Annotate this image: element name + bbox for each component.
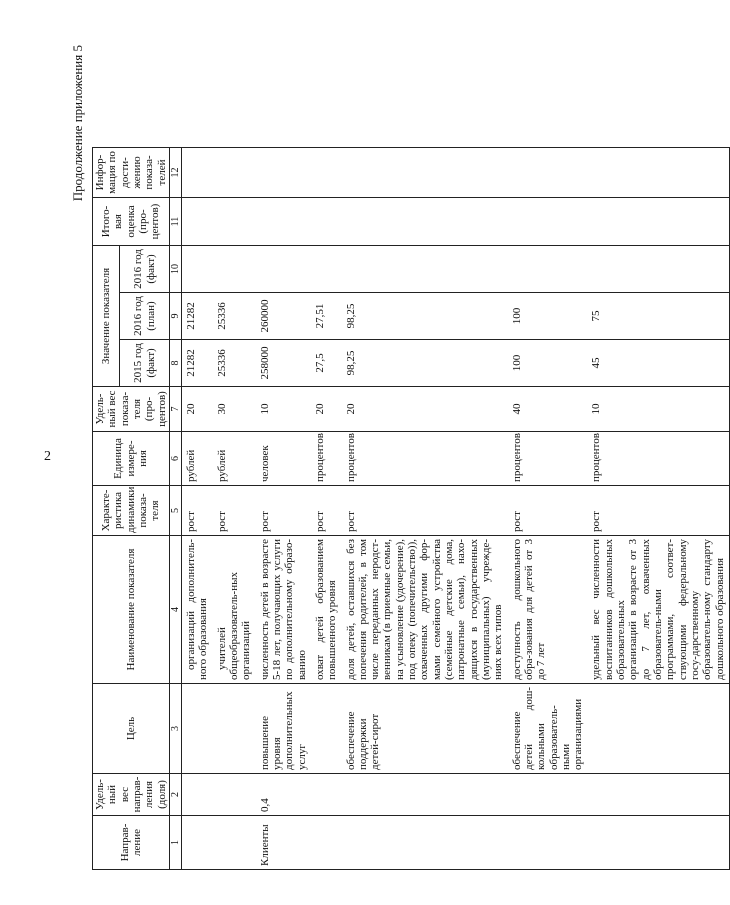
value-2016-fact-cell xyxy=(508,246,588,293)
column-number: 7 xyxy=(169,387,181,432)
header-dynamics: Характе-ристика динамики показа-теля xyxy=(93,486,170,536)
blank-margin xyxy=(182,5,213,148)
achievement-info-cell xyxy=(182,148,213,198)
indicator-weight-cell: 20 xyxy=(342,387,508,432)
header-2016-plan: 2016 год (план) xyxy=(120,293,169,340)
goal-cell: повышение уровня дополнительных услуг xyxy=(256,684,311,774)
indicators-table xyxy=(92,5,730,871)
unit-cell: человек xyxy=(256,432,311,486)
indicator-name-cell: учителей общеобразователь-ных организаций xyxy=(213,536,256,684)
column-number: 8 xyxy=(169,340,181,387)
column-number: 5 xyxy=(169,486,181,536)
table-row xyxy=(182,5,213,870)
header-indicator-weight: Удель-ный вес показа-теля (про-центов) xyxy=(93,387,170,432)
header-2016-fact: 2016 год (факт) xyxy=(120,246,169,293)
table-row xyxy=(311,5,342,870)
value-2016-fact-cell xyxy=(213,246,256,293)
goal-cell xyxy=(587,684,729,774)
unit-cell: процентов xyxy=(508,432,588,486)
header-achievement-info: Инфор-мация по дости-жению показа-телей xyxy=(93,148,170,198)
blank-margin xyxy=(93,5,170,148)
value-2015-fact-cell: 100 xyxy=(508,340,588,387)
goal-cell xyxy=(213,684,256,774)
unit-cell: процентов xyxy=(587,432,729,486)
value-2016-plan-cell: 27,51 xyxy=(311,293,342,340)
value-2016-plan-cell: 260000 xyxy=(256,293,311,340)
achievement-info-cell xyxy=(256,148,311,198)
goal-cell: обеспечение поддержки детей-сирот xyxy=(342,684,508,774)
column-number: 4 xyxy=(169,536,181,684)
indicator-name-cell: охват детей образованием повышенного уровня xyxy=(311,536,342,684)
direction-weight-cell xyxy=(182,774,213,816)
indicator-weight-cell: 20 xyxy=(182,387,213,432)
unit-cell: рублей xyxy=(182,432,213,486)
total-score-cell xyxy=(342,198,508,246)
achievement-info-cell xyxy=(508,148,588,198)
value-2015-fact-cell: 25336 xyxy=(213,340,256,387)
dynamics-cell: рост xyxy=(587,486,729,536)
indicator-weight-cell: 10 xyxy=(587,387,729,432)
value-2016-plan-cell: 100 xyxy=(508,293,588,340)
column-number: 9 xyxy=(169,293,181,340)
column-number: 2 xyxy=(169,774,181,816)
total-score-cell xyxy=(311,198,342,246)
total-score-cell xyxy=(256,198,311,246)
total-score-cell xyxy=(587,198,729,246)
unit-cell: процентов xyxy=(311,432,342,486)
direction-weight-cell xyxy=(342,774,508,816)
column-number: 11 xyxy=(169,198,181,246)
dynamics-cell: рост xyxy=(256,486,311,536)
direction-cell xyxy=(311,816,342,870)
direction-weight-cell xyxy=(508,774,588,816)
value-2016-plan-cell: 75 xyxy=(587,293,729,340)
dynamics-cell: рост xyxy=(342,486,508,536)
column-number: 10 xyxy=(169,246,181,293)
indicator-name-cell: доступность дошкольного обра-зования для детей от 3 до 7 лет xyxy=(508,536,588,684)
value-2016-plan-cell: 98,25 xyxy=(342,293,508,340)
direction-cell xyxy=(508,816,588,870)
header-goal: Цель xyxy=(93,684,170,774)
total-score-cell xyxy=(182,198,213,246)
dynamics-cell: рост xyxy=(508,486,588,536)
blank-margin xyxy=(342,5,508,148)
indicator-weight-cell: 10 xyxy=(256,387,311,432)
unit-cell: процентов xyxy=(342,432,508,486)
goal-cell: обеспечение детей дош-кольными образователь-ными организациями xyxy=(508,684,588,774)
direction-cell xyxy=(213,816,256,870)
value-2016-plan-cell: 21282 xyxy=(182,293,213,340)
column-number: 3 xyxy=(169,684,181,774)
direction-weight-cell xyxy=(213,774,256,816)
header-direction: Направ-ление xyxy=(93,816,170,870)
table-body xyxy=(182,5,730,870)
table-row xyxy=(587,5,729,870)
blank-margin xyxy=(256,5,311,148)
header-values-group: Значение показателя xyxy=(93,246,120,387)
value-2015-fact-cell: 258000 xyxy=(256,340,311,387)
indicator-name-cell: доля детей, оставшихся без попечения родителей, в том числе переданных неродст-венникам (в приемные семьи, на усыновление (удочерение), под опеку (попечительство)), охваченных другими фор-мами семейного устройства (семейные детские дома, патронатные семьи), нахо-дящихся в государственных (муниципальных) учрежде-ниях всех типов xyxy=(342,536,508,684)
header-direction-weight: Удель-ный вес направ-ления (доля) xyxy=(93,774,170,816)
goal-cell xyxy=(311,684,342,774)
achievement-info-cell xyxy=(587,148,729,198)
column-number: 6 xyxy=(169,432,181,486)
direction-weight-cell xyxy=(587,774,729,816)
header-2015-fact: 2015 год (факт) xyxy=(120,340,169,387)
column-number: 1 xyxy=(169,816,181,870)
value-2015-fact-cell: 27,5 xyxy=(311,340,342,387)
dynamics-cell: рост xyxy=(311,486,342,536)
direction-cell xyxy=(342,816,508,870)
achievement-info-cell xyxy=(342,148,508,198)
direction-cell: Клиенты xyxy=(256,816,311,870)
direction-cell xyxy=(587,816,729,870)
indicator-weight-cell: 40 xyxy=(508,387,588,432)
value-2016-plan-cell: 25336 xyxy=(213,293,256,340)
achievement-info-cell xyxy=(213,148,256,198)
direction-weight-cell: 0,4 xyxy=(256,774,311,816)
value-2016-fact-cell xyxy=(256,246,311,293)
dynamics-cell: рост xyxy=(182,486,213,536)
table-row xyxy=(256,5,311,870)
blank-margin xyxy=(311,5,342,148)
value-2015-fact-cell: 98,25 xyxy=(342,340,508,387)
indicator-name-cell: организаций дополнитель-ного образования xyxy=(182,536,213,684)
indicator-weight-cell: 30 xyxy=(213,387,256,432)
appendix-caption: Продолжение приложения 5 xyxy=(70,45,85,202)
table-row xyxy=(342,5,508,870)
table-row xyxy=(213,5,256,870)
blank-margin xyxy=(587,5,729,148)
header-unit: Единица измере-ния xyxy=(93,432,170,486)
blank-margin xyxy=(508,5,588,148)
blank-margin xyxy=(169,5,181,148)
header-total-score: Итого-вая оценка (про-центов) xyxy=(93,198,170,246)
indicator-weight-cell: 20 xyxy=(311,387,342,432)
blank-margin xyxy=(213,5,256,148)
dynamics-cell: рост xyxy=(213,486,256,536)
unit-cell: рублей xyxy=(213,432,256,486)
achievement-info-cell xyxy=(311,148,342,198)
indicator-name-cell: численность детей в возрасте 5-18 лет, получающих услуги по дополнительному образо-ванию xyxy=(256,536,311,684)
total-score-cell xyxy=(508,198,588,246)
value-2016-fact-cell xyxy=(182,246,213,293)
indicator-name-cell: удельный вес численности воспитанников дошкольных образовательных организаций в возрасте от 3 до 7 лет, охваченных образователь-ными программами, соответ-ствующими федеральному госу-дарственному образователь-ному стандарту дошкольного образования xyxy=(587,536,729,684)
value-2016-fact-cell xyxy=(342,246,508,293)
column-number: 12 xyxy=(169,148,181,198)
total-score-cell xyxy=(213,198,256,246)
table-row xyxy=(508,5,588,870)
value-2015-fact-cell: 21282 xyxy=(182,340,213,387)
direction-weight-cell xyxy=(311,774,342,816)
header-indicator-name: Наименование показателя xyxy=(93,536,170,684)
rotated-sheet xyxy=(70,45,726,870)
direction-cell xyxy=(182,816,213,870)
value-2015-fact-cell: 45 xyxy=(587,340,729,387)
value-2016-fact-cell xyxy=(587,246,729,293)
value-2016-fact-cell xyxy=(311,246,342,293)
page-number: 2 xyxy=(44,449,51,464)
goal-cell xyxy=(182,684,213,774)
